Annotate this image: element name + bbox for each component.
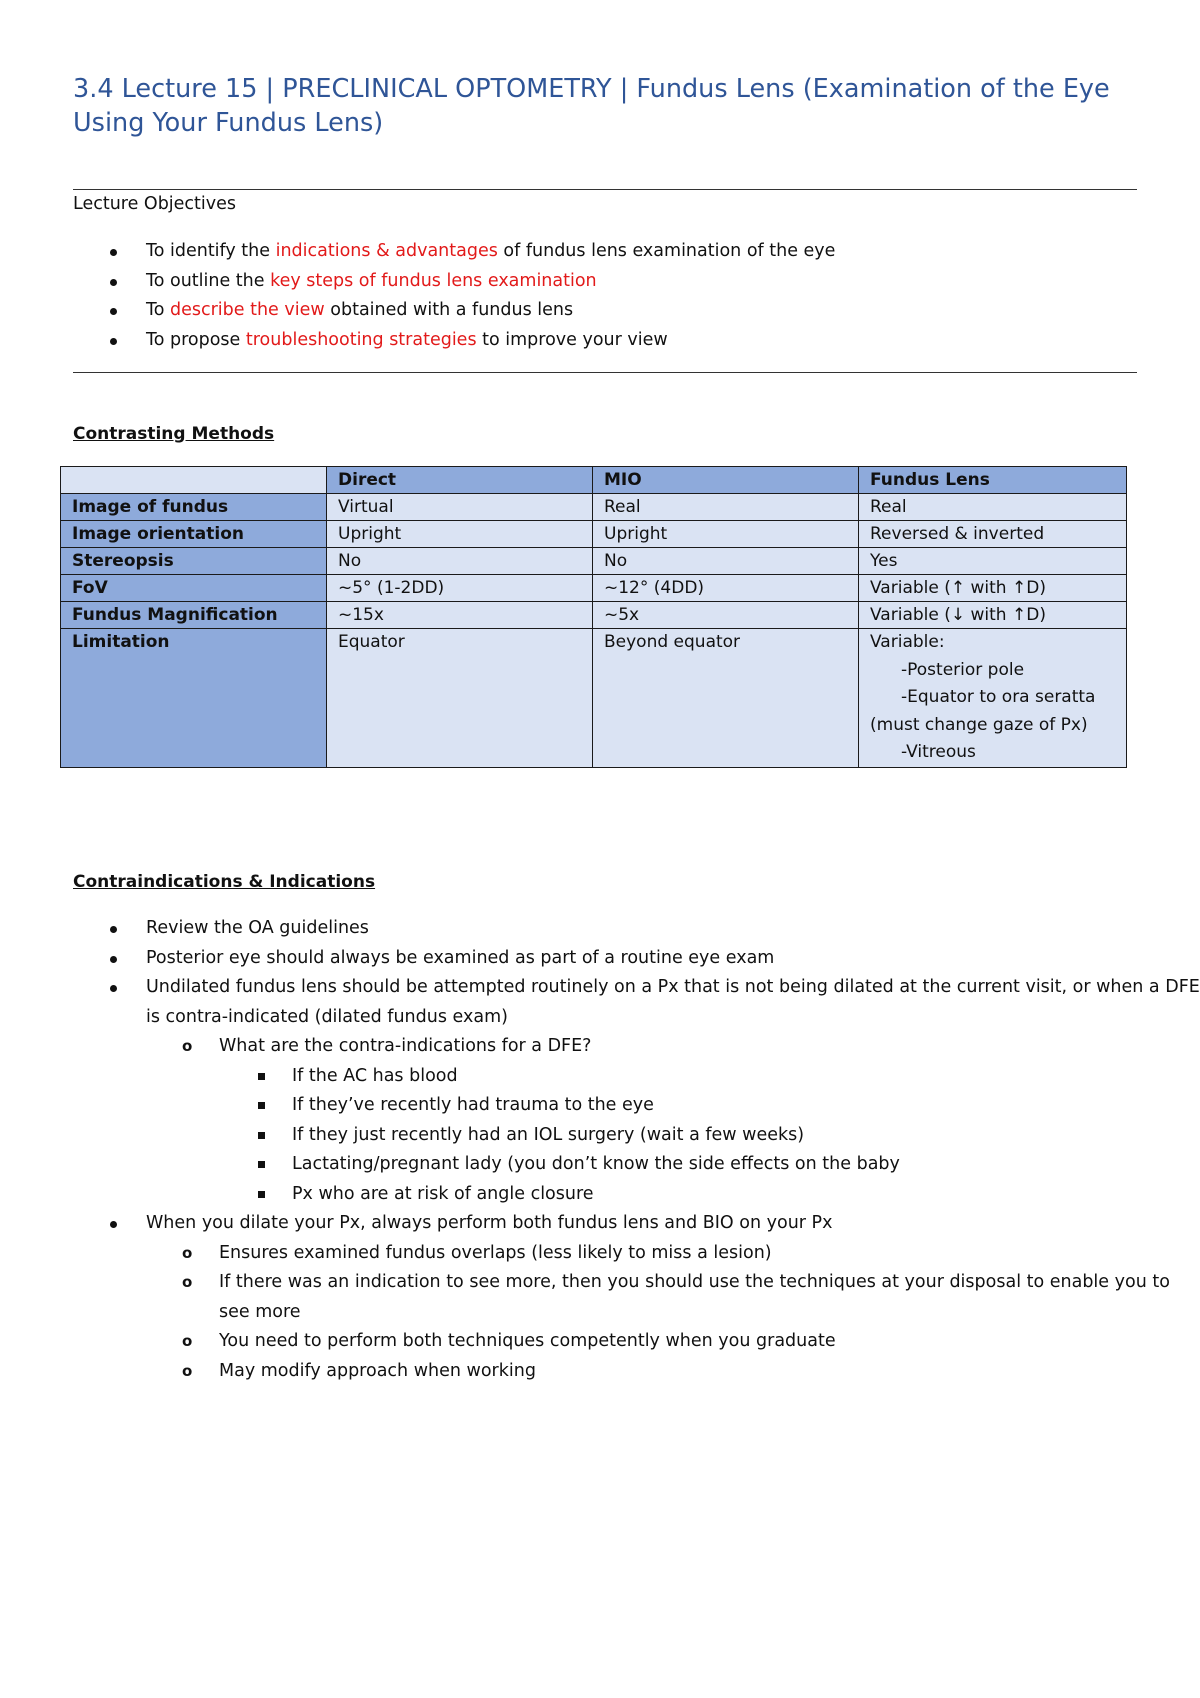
table-cell: Yes [859, 548, 1127, 575]
table-cell: Variable (↓ with ↑D) [859, 602, 1127, 629]
square-bullet-icon [258, 1102, 265, 1109]
bullet-icon [110, 1221, 117, 1228]
subsub-list-item: If they’ve recently had trauma to the eye [73, 1091, 1200, 1121]
comparison-table [60, 466, 1127, 768]
row-label: Limitation [61, 629, 327, 768]
divider-bottom [73, 372, 1137, 373]
bullet-icon [110, 308, 117, 315]
bullet-icon [110, 956, 117, 963]
list-item: Review the OA guidelines [73, 914, 1200, 944]
table-cell: Beyond equator [593, 629, 859, 768]
row-label: Fundus Magnification [61, 602, 327, 629]
table-row [61, 521, 1127, 548]
subsub-list-item: Lactating/pregnant lady (you don’t know the side effects on the baby [73, 1150, 1200, 1180]
circle-bullet-icon: o [182, 1273, 193, 1291]
sub-list-item: o Ensures examined fundus overlaps (less likely to miss a lesion) [73, 1239, 1200, 1269]
table-cell: Upright [593, 521, 859, 548]
cell-line: -Vitreous [901, 742, 976, 763]
square-bullet-icon [258, 1161, 265, 1168]
table-header-cell: Direct [327, 467, 593, 494]
row-label: Stereopsis [61, 548, 327, 575]
cell-line: (must change gaze of Px) [870, 714, 1088, 735]
table-header-cell: MIO [593, 467, 859, 494]
table-cell: Real [859, 494, 1127, 521]
table-cell: Equator [327, 629, 593, 768]
square-bullet-icon [258, 1073, 265, 1080]
table-cell: Reversed & inverted [859, 521, 1127, 548]
table-row [61, 494, 1127, 521]
objectives-heading: Lecture Objectives [73, 194, 237, 214]
list-item: Posterior eye should always be examined as part of a routine eye exam [73, 944, 1200, 974]
table-header-row [61, 467, 1127, 494]
cell-line: Variable: [870, 632, 945, 652]
circle-bullet-icon: o [182, 1243, 193, 1262]
table-cell: Variable (↑ with ↑D) [859, 575, 1127, 602]
table-cell: Upright [327, 521, 593, 548]
table-header-cell: Fundus Lens [859, 467, 1127, 494]
page-title: 3.4 Lecture 15 | PRECLINICAL OPTOMETRY | Fundus Lens (Examination of the Eye Using Your Fundus Lens) [73, 74, 1110, 138]
table-row [61, 575, 1127, 602]
subsub-list-item: If the AC has blood [73, 1062, 1200, 1092]
bullet-icon [110, 985, 117, 992]
table-cell: ~5x [593, 602, 859, 629]
table-cell: Real [593, 494, 859, 521]
cell-line: -Posterior pole [901, 659, 1025, 680]
cell-line: -Equator to ora seratta [901, 687, 1096, 708]
table-row-limitation [61, 629, 1127, 768]
table-cell: ~15x [327, 602, 593, 629]
table-header-cell [61, 467, 327, 494]
subsub-list-item: Px who are at risk of angle closure [73, 1180, 1200, 1210]
row-label: FoV [61, 575, 327, 602]
bullet-icon [110, 249, 117, 256]
sub-list-item: o What are the contra-indications for a DFE? [73, 1032, 1200, 1062]
table-row [61, 602, 1127, 629]
square-bullet-icon [258, 1191, 265, 1198]
table-cell-multiline [859, 629, 1127, 768]
table-cell: ~12° (4DD) [593, 575, 859, 602]
circle-bullet-icon: o [182, 1361, 193, 1380]
sub-list-item: o You need to perform both techniques competently when you graduate [73, 1327, 1200, 1357]
bullet-icon [110, 926, 117, 933]
bullet-icon [110, 338, 117, 345]
objectives-list [73, 237, 835, 355]
objective-item: To identify the indications & advantages of fundus lens examination of the eye [73, 237, 835, 267]
objective-item: To outline the key steps of fundus lens examination [73, 267, 835, 297]
table-cell: No [327, 548, 593, 575]
subsub-list-item: If they just recently had an IOL surgery (wait a few weeks) [73, 1121, 1200, 1151]
contraindications-heading: Contraindications & Indications [73, 872, 376, 892]
row-label: Image of fundus [61, 494, 327, 521]
circle-bullet-icon: o [182, 1332, 193, 1350]
list-item: When you dilate your Px, always perform both fundus lens and BIO on your Px [73, 1209, 1200, 1239]
list-item: Undilated fundus lens should be attempted routinely on a Px that is not being dilated at the current visit, or when a DFE is contra-indicated (dilated fundus exam) [73, 973, 1200, 1032]
square-bullet-icon [258, 1132, 265, 1139]
table-cell: ~5° (1-2DD) [327, 575, 593, 602]
table-cell: Virtual [327, 494, 593, 521]
table-row [61, 548, 1127, 575]
table-cell: No [593, 548, 859, 575]
objective-item: To describe the view obtained with a fundus lens [73, 296, 835, 326]
sub-list-item: o May modify approach when working [73, 1357, 1200, 1387]
bullet-icon [110, 279, 117, 286]
contrasting-methods-heading: Contrasting Methods [73, 424, 275, 444]
sub-list-item: o If there was an indication to see more, then you should use the techniques at your disposal to enable you to see more [73, 1268, 1200, 1327]
contraindications-list [73, 914, 1200, 1386]
objective-item: To propose troubleshooting strategies to improve your view [73, 326, 835, 356]
circle-bullet-icon: o [182, 1037, 193, 1055]
divider-top [73, 189, 1137, 190]
row-label: Image orientation [61, 521, 327, 548]
